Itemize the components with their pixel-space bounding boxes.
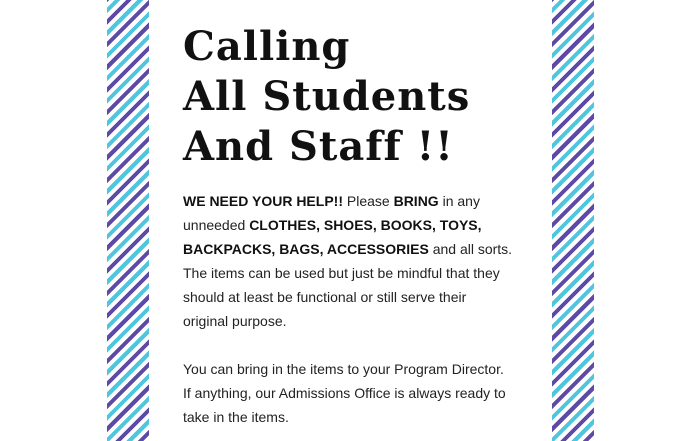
right-stripe-border bbox=[552, 0, 594, 441]
paragraph-text-please: Please bbox=[342, 193, 394, 209]
paragraph-text-condition: and all sorts. The items can be used but just be mindful that they should at least be functional or still serve their original purpose. bbox=[183, 241, 513, 329]
headline-line-2: All Students bbox=[183, 73, 471, 120]
flyer-headline bbox=[183, 22, 528, 172]
donation-request-paragraph bbox=[183, 189, 513, 333]
headline-line-1: Calling bbox=[183, 23, 351, 70]
item-categories: CLOTHES, SHOES, BOOKS, TOYS, BACKPACKS, BAGS, ACCESSORIES bbox=[183, 217, 482, 257]
help-callout: WE NEED YOUR HELP!! bbox=[183, 193, 343, 209]
dropoff-instructions-paragraph: You can bring in the items to your Program Director. If anything, our Admissions Office is always ready to take in the items. bbox=[183, 361, 506, 425]
flyer-content bbox=[183, 22, 528, 429]
left-stripe-border bbox=[107, 0, 149, 441]
bring-callout: BRING bbox=[393, 193, 439, 209]
paragraph-text-unneeded: in any unneeded bbox=[183, 193, 480, 233]
headline-line-3: And Staff !! bbox=[183, 123, 454, 170]
